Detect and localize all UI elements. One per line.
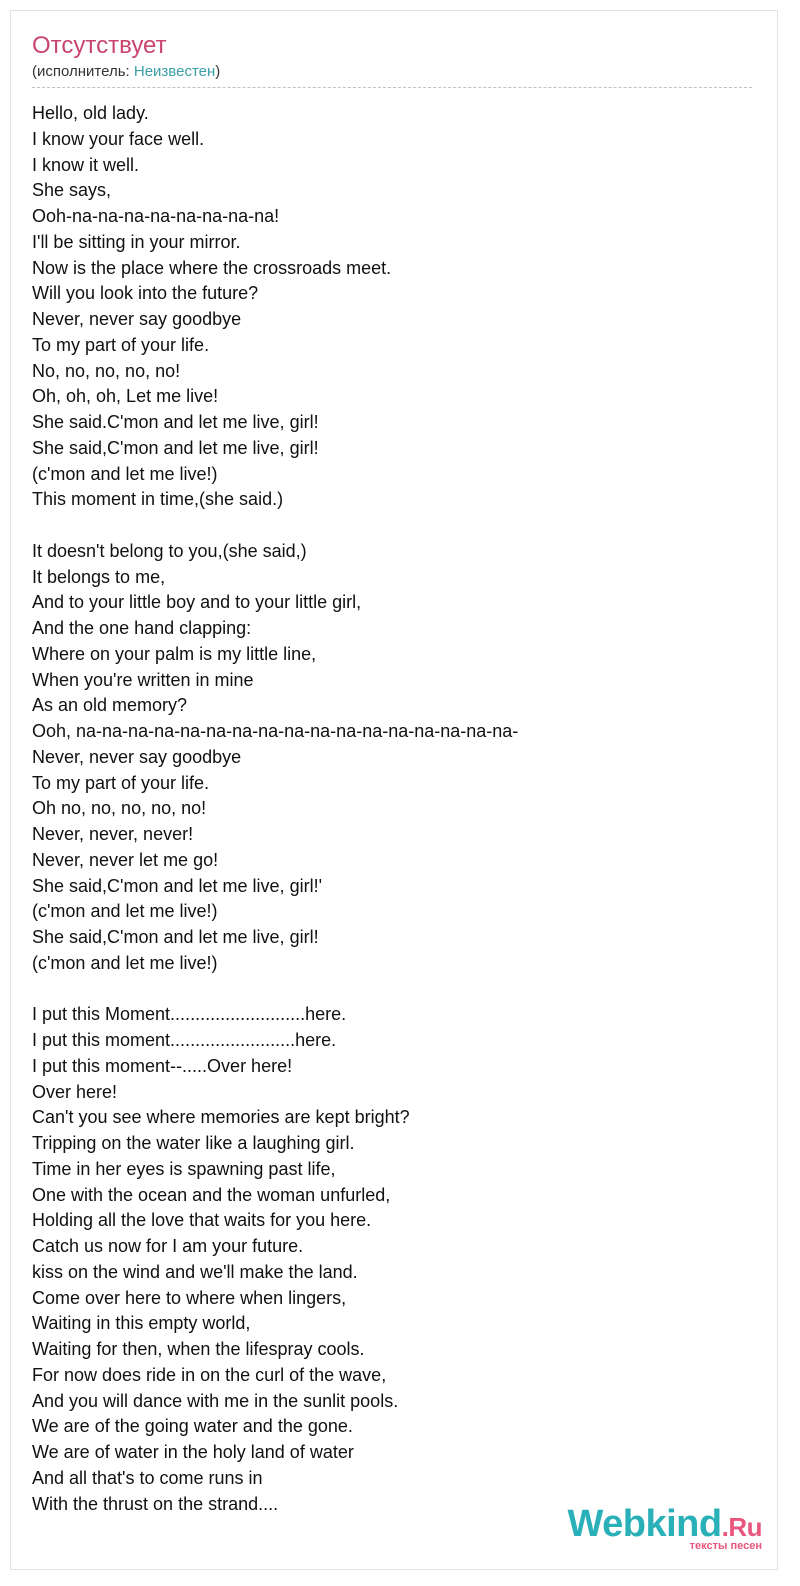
lyric-line: Hello, old lady. [32, 103, 149, 123]
lyric-line: Ooh-na-na-na-na-na-na-na-na! [32, 206, 280, 226]
lyric-line: I know it well. [32, 154, 140, 175]
lyric-line: Come over here to where when lingers, [32, 1287, 347, 1308]
lyric-line: It belongs to me, [32, 566, 166, 587]
lyric-line: She said.C'mon and let me live, girl! [32, 412, 319, 432]
lyric-line: Holding all the love that waits for you here. [32, 1210, 372, 1231]
lyric-line: To my part of your life. [32, 772, 210, 793]
lyric-line: Catch us now for I am your future. [32, 1236, 304, 1256]
lyric-line: To my part of your life. [32, 334, 210, 355]
lyric-line: She says, [32, 180, 112, 201]
lyric-line: Oh, oh, oh, Let me live! [32, 386, 219, 407]
lyric-line: Time in her eyes is spawning past life, [32, 1158, 336, 1179]
lyric-line: Never, never say goodbye [32, 746, 242, 767]
lyric-line: Now is the place where the crossroads meet. [32, 257, 392, 278]
lyric-line: Never, never let me go! [32, 849, 219, 870]
lyric-line: We are of the going water and the gone. [32, 1416, 353, 1437]
lyric-line: With the thrust on the strand.... [32, 1493, 279, 1514]
lyric-line: I'll be sitting in your mirror. [32, 231, 241, 252]
lyric-line: No, no, no, no, no! [32, 360, 181, 381]
lyric-line: Waiting for then, when the lifespray cools. [32, 1339, 365, 1359]
lyric-line: Never, never, never! [32, 824, 194, 844]
lyric-line: We are of water in the holy land of water [32, 1442, 354, 1462]
logo-tagline: тексты песен [689, 1540, 762, 1552]
lyric-line: She said,C'mon and let me live, girl! [32, 437, 319, 458]
lyric-line: Will you look into the future? [32, 283, 259, 304]
lyric-line: (c'mon and let me live!) [32, 952, 218, 973]
lyric-line: I put this moment.........................here. [32, 1030, 337, 1050]
artist-link[interactable]: Неизвестен [133, 63, 216, 80]
lyric-line: I put this Moment...........................here. [32, 1004, 347, 1025]
lyric-line: Never, never say goodbye [32, 309, 242, 329]
lyric-line: (c'mon and let me live!) [32, 901, 218, 922]
lyric-line: And to your little boy and to your little girl, [32, 592, 362, 613]
lyrics-block [32, 101, 752, 1517]
artist-suffix: ) [215, 63, 221, 80]
lyric-line: It doesn't belong to you,(she said,) [32, 540, 307, 561]
logo-name: Webkind [567, 1503, 722, 1545]
artist-prefix: (исполнитель: [32, 63, 134, 80]
lyric-line: (c'mon and let me live!) [32, 463, 218, 484]
lyric-line: One with the ocean and the woman unfurled, [32, 1184, 391, 1205]
logo-tld: .Ru [721, 1512, 762, 1542]
lyric-line: I know your face well. [32, 128, 205, 149]
lyric-line: This moment in time,(she said.) [32, 489, 284, 510]
stanza-gap [32, 513, 752, 539]
lyric-line: As an old memory? [32, 695, 188, 716]
lyric-line: Can't you see where memories are kept bright? [32, 1107, 410, 1128]
lyric-line: She said,C'mon and let me live, girl! [32, 927, 319, 947]
lyric-line: Waiting in this empty world, [32, 1313, 251, 1334]
lyric-line: I put this moment--.....Over here! [32, 1055, 293, 1076]
artist-line [32, 63, 220, 81]
lyric-line: kiss on the wind and we'll make the land. [32, 1261, 358, 1282]
stanza-gap [32, 977, 752, 1003]
header-divider [32, 87, 752, 88]
lyric-line: Where on your palm is my little line, [32, 643, 317, 664]
lyric-line: And all that's to come runs in [32, 1467, 263, 1488]
song-title: Отсутствует [32, 32, 167, 59]
lyric-line: Tripping on the water like a laughing girl. [32, 1133, 355, 1153]
lyric-line: She said,C'mon and let me live, girl!' [32, 875, 323, 896]
lyric-line: And you will dance with me in the sunlit pools. [32, 1390, 399, 1411]
lyric-line: Over here! [32, 1081, 118, 1102]
lyric-line: Ooh, na-na-na-na-na-na-na-na-na-na-na-na-na-na-na-na-na- [32, 721, 519, 741]
lyric-line: For now does ride in on the curl of the wave, [32, 1364, 387, 1385]
lyric-line: Oh no, no, no, no, no! [32, 798, 207, 819]
lyric-line: When you're written in mine [32, 669, 254, 690]
site-logo[interactable] [562, 1504, 762, 1550]
lyric-line: And the one hand clapping: [32, 618, 252, 638]
